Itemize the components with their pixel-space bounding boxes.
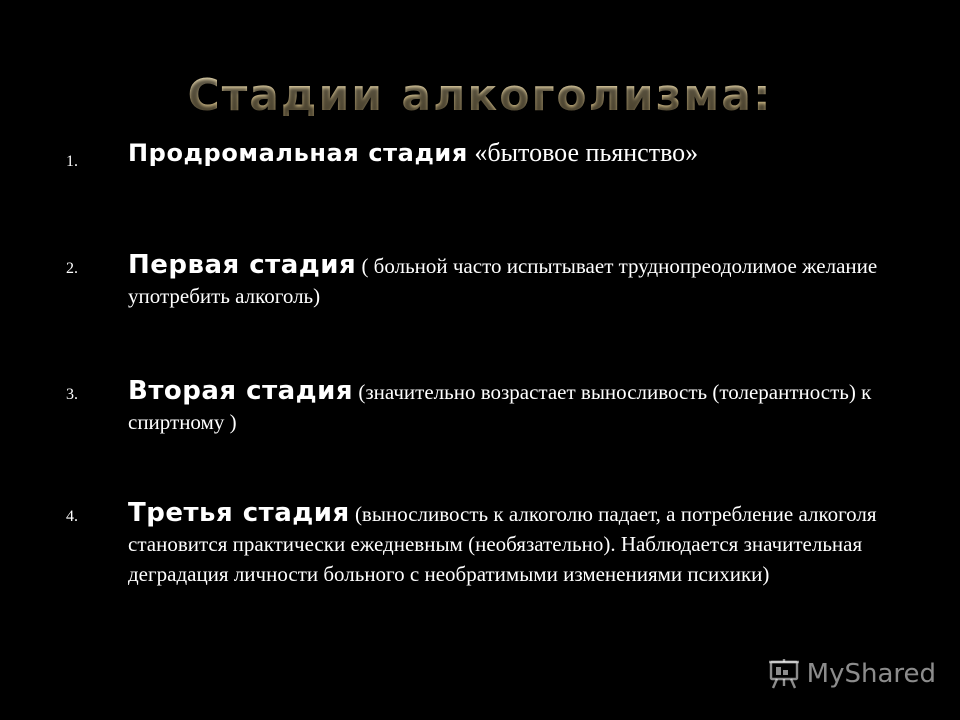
item-body: [128, 376, 908, 437]
item-number: 1.: [66, 153, 78, 170]
item-number: 4.: [66, 508, 78, 525]
item-body: [128, 250, 908, 311]
item-description: «бытовое пьянство»: [467, 138, 699, 167]
item-description: (выносливость к алкоголю падает, а потребление алкоголя становится практически ежедневным (необязательно). Наблюдается значительная деградация личности больного с необратимыми изменениями психики): [128, 502, 877, 586]
item-heading: Первая стадия: [128, 250, 357, 280]
item-heading: Продромальная стадия: [128, 139, 468, 167]
item-description: (значительно возрастает выносливость (толерантность) к спиртному ): [128, 380, 872, 434]
item-number: 3.: [66, 386, 78, 403]
item-body: [128, 138, 908, 168]
presentation-board-icon: [767, 657, 801, 691]
watermark: [767, 656, 936, 692]
item-number: 2.: [66, 260, 78, 277]
item-body: [128, 498, 908, 589]
watermark-text: MyShared: [806, 659, 936, 689]
item-heading: Третья стадия: [128, 498, 350, 528]
slide-title: Стадии алкоголизма:: [0, 66, 960, 126]
item-description: ( больной часто испытывает труднопреодолимое желание употребить алкоголь): [128, 254, 878, 308]
item-heading: Вторая стадия: [128, 376, 354, 406]
